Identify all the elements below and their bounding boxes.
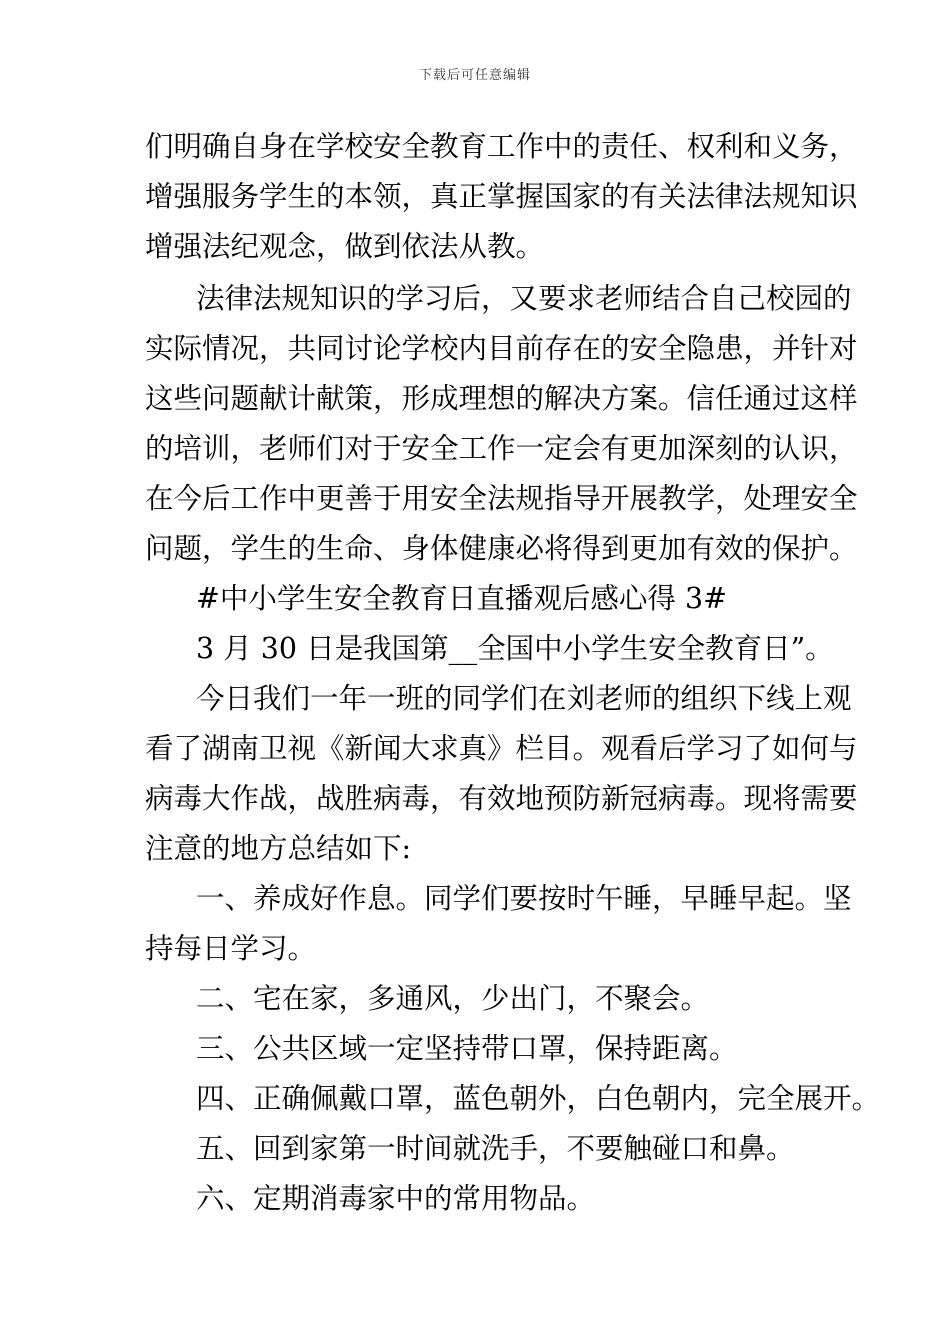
text-line: 问题，学生的生命、身体健康必将得到更加有效的保护。 [145,532,858,565]
text-line: 法律法规知识的学习后，又要求老师结合自己校园的 [196,282,852,315]
list-item: 四、正确佩戴口罩，蓝色朝外，白色朝内，完全展开。 [196,1082,881,1115]
text-line: 增强服务学生的本领，真正掌握国家的有关法律法规知识 [145,180,858,213]
list-item: 五、回到家第一时间就洗手，不要触碰口和鼻。 [196,1132,795,1165]
page-header-note: 下载后可任意编辑 [418,68,531,83]
text-line: 的培训，老师们对于安全工作一定会有更加深刻的认识， [145,432,858,465]
list-item: 三、公共区域一定坚持带口罩，保持距离。 [196,1032,738,1065]
text-line: 看了湖南卫视《新闻大求真》栏目。观看后学习了如何与 [145,732,858,765]
text-line: 在今后工作中更善于用安全法规指导开展教学，处理安全 [145,482,858,515]
list-item-continuation: 持每日学习。 [145,932,317,965]
list-item: 六、定期消毒家中的常用物品。 [196,1182,596,1215]
text-line: 们明确自身在学校安全教育工作中的责任、权利和义务， [145,130,858,163]
text-line: 注意的地方总结如下: [145,832,412,865]
text-line: 3 月 30 日是我国第__全国中小学生安全教育日”。 [196,632,834,665]
text-line: 这些问题献计献策，形成理想的解决方案。信任通过这样 [145,382,858,415]
list-item: 一、养成好作息。同学们要按时午睡，早睡早起。坚 [196,882,852,915]
text-line: 今日我们一年一班的同学们在刘老师的组织下线上观 [196,682,852,715]
section-heading: #中小学生安全教育日直播观后感心得 3# [196,582,727,615]
list-item: 二、宅在家，多通风，少出门，不聚会。 [196,982,710,1015]
text-line: 实际情况，共同讨论学校内目前存在的安全隐患，并针对 [145,332,858,365]
text-line: 病毒大作战，战胜病毒，有效地预防新冠病毒。现将需要 [145,782,858,815]
text-line: 增强法纪观念，做到依法从教。 [145,230,545,263]
